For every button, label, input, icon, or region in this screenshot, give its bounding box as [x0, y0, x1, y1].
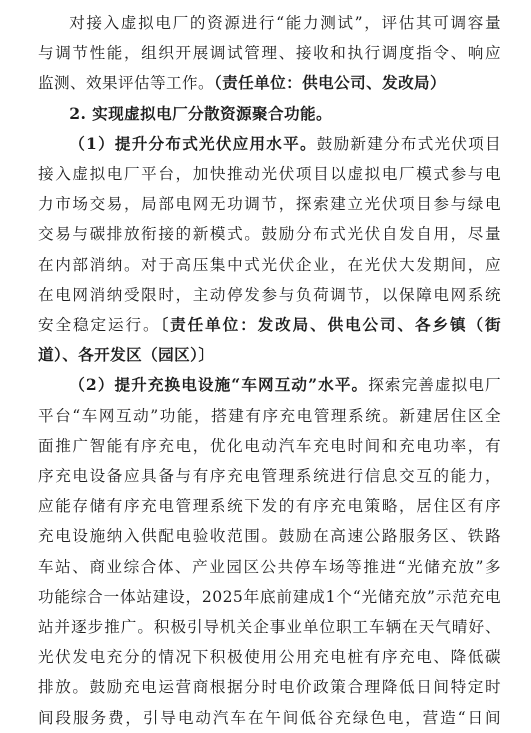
text-line [38, 491, 501, 521]
body-text: 光伏发电充分的情况下积极使用公用充电桩有序充电、降低碳 [38, 648, 501, 667]
body-text: 监测、效果评估等工作。 [38, 74, 214, 93]
text-line [38, 340, 501, 370]
body-text: 站并逐步推广。积极引导机关企事业单位职工车辆在天气晴好、 [38, 618, 501, 637]
text-line [38, 461, 501, 491]
text-line [38, 703, 501, 733]
text-line [38, 8, 501, 38]
body-text: 序充电设备应具备与有序充电管理系统进行信息交互的能力， [38, 467, 501, 486]
body-text: 对接入虚拟电厂的资源进行“能力测试”，评估其可调容量 [69, 14, 501, 32]
body-text: 在内部消纳。对于高压集中式光伏企业，在光伏大发期间，应 [38, 255, 501, 274]
body-text: 力市场交易，局部电网无功调节，探索建立光伏项目参与绿电 [38, 195, 501, 214]
text-line [38, 370, 501, 400]
text-line [38, 401, 501, 431]
text-line [38, 582, 501, 612]
body-text: 车站、商业综合体、产业园区公共停车场等推进“光储充放”多 [38, 557, 501, 576]
paragraph-h2 [38, 99, 501, 129]
text-line [38, 552, 501, 582]
text-line [38, 642, 501, 672]
bold-text: 道）、各开发区（园区）〕 [38, 345, 215, 365]
body-text: 功能综合一体站建设，2025年底前建成1个“光储充放”示范充电 [38, 587, 501, 606]
paragraph-p1 [38, 8, 501, 99]
bold-text: （1）提升分布式光伏应用水平。 [69, 133, 317, 153]
text-line [38, 612, 501, 642]
body-text: 鼓励新建分布式光伏项目 [316, 134, 501, 153]
body-text: 接入虚拟电厂平台，加快推动光伏项目以虚拟电厂模式参与电 [38, 165, 501, 184]
text-line [38, 672, 501, 702]
body-text: 平台“车网互动”功能，搭建有序充电管理系统。新建居住区全 [38, 406, 501, 425]
bold-text: （2）提升充换电设施“车网互动”水平。 [69, 375, 369, 395]
body-text: 间段服务费，引导电动汽车在午间低谷充绿色电，营造“日间 [38, 708, 501, 727]
body-text: 充电设施纳入供配电验收范围。鼓励在高速公路服务区、铁路 [38, 527, 501, 546]
bold-text: 2. 实现虚拟电厂分散资源聚合功能。 [69, 103, 333, 123]
paragraph-p3 [38, 370, 501, 732]
text-line [38, 38, 501, 68]
text-line [38, 99, 501, 129]
paragraph-p2 [38, 129, 501, 371]
bold-text: 〔责任单位：发改局、供电公司、各乡镇（街 [160, 315, 501, 335]
text-line [38, 189, 501, 219]
text-line [38, 219, 501, 249]
body-text: 应能存储有序充电管理系统下发的有序充电策略，居住区有序 [38, 497, 501, 516]
text-line [38, 159, 501, 189]
body-text: 与调节性能，组织开展调试管理、接收和执行调度指令、响应 [38, 44, 501, 63]
text-line [38, 68, 501, 98]
text-line [38, 431, 501, 461]
body-text: 交易与碳排放衔接的新模式。鼓励分布式光伏自发自用，尽量 [38, 225, 501, 244]
body-text: 在电网消纳受限时，主动停发参与负荷调节，以保障电网系统 [38, 285, 501, 304]
body-text: 探索完善虚拟电厂 [368, 376, 502, 395]
text-line [38, 250, 501, 280]
text-line [38, 280, 501, 310]
body-text: 安全稳定运行。 [38, 316, 161, 335]
body-text: 排放。鼓励充电运营商根据分时电价政策合理降低日间特定时 [38, 678, 501, 697]
text-line [38, 129, 501, 159]
text-line [38, 521, 501, 551]
text-line [38, 310, 501, 340]
body-text: 面推广智能有序充电，优化电动汽车充电时间和充电功率，有 [38, 436, 501, 455]
bold-text: （责任单位：供电公司、发改局） [213, 73, 447, 93]
